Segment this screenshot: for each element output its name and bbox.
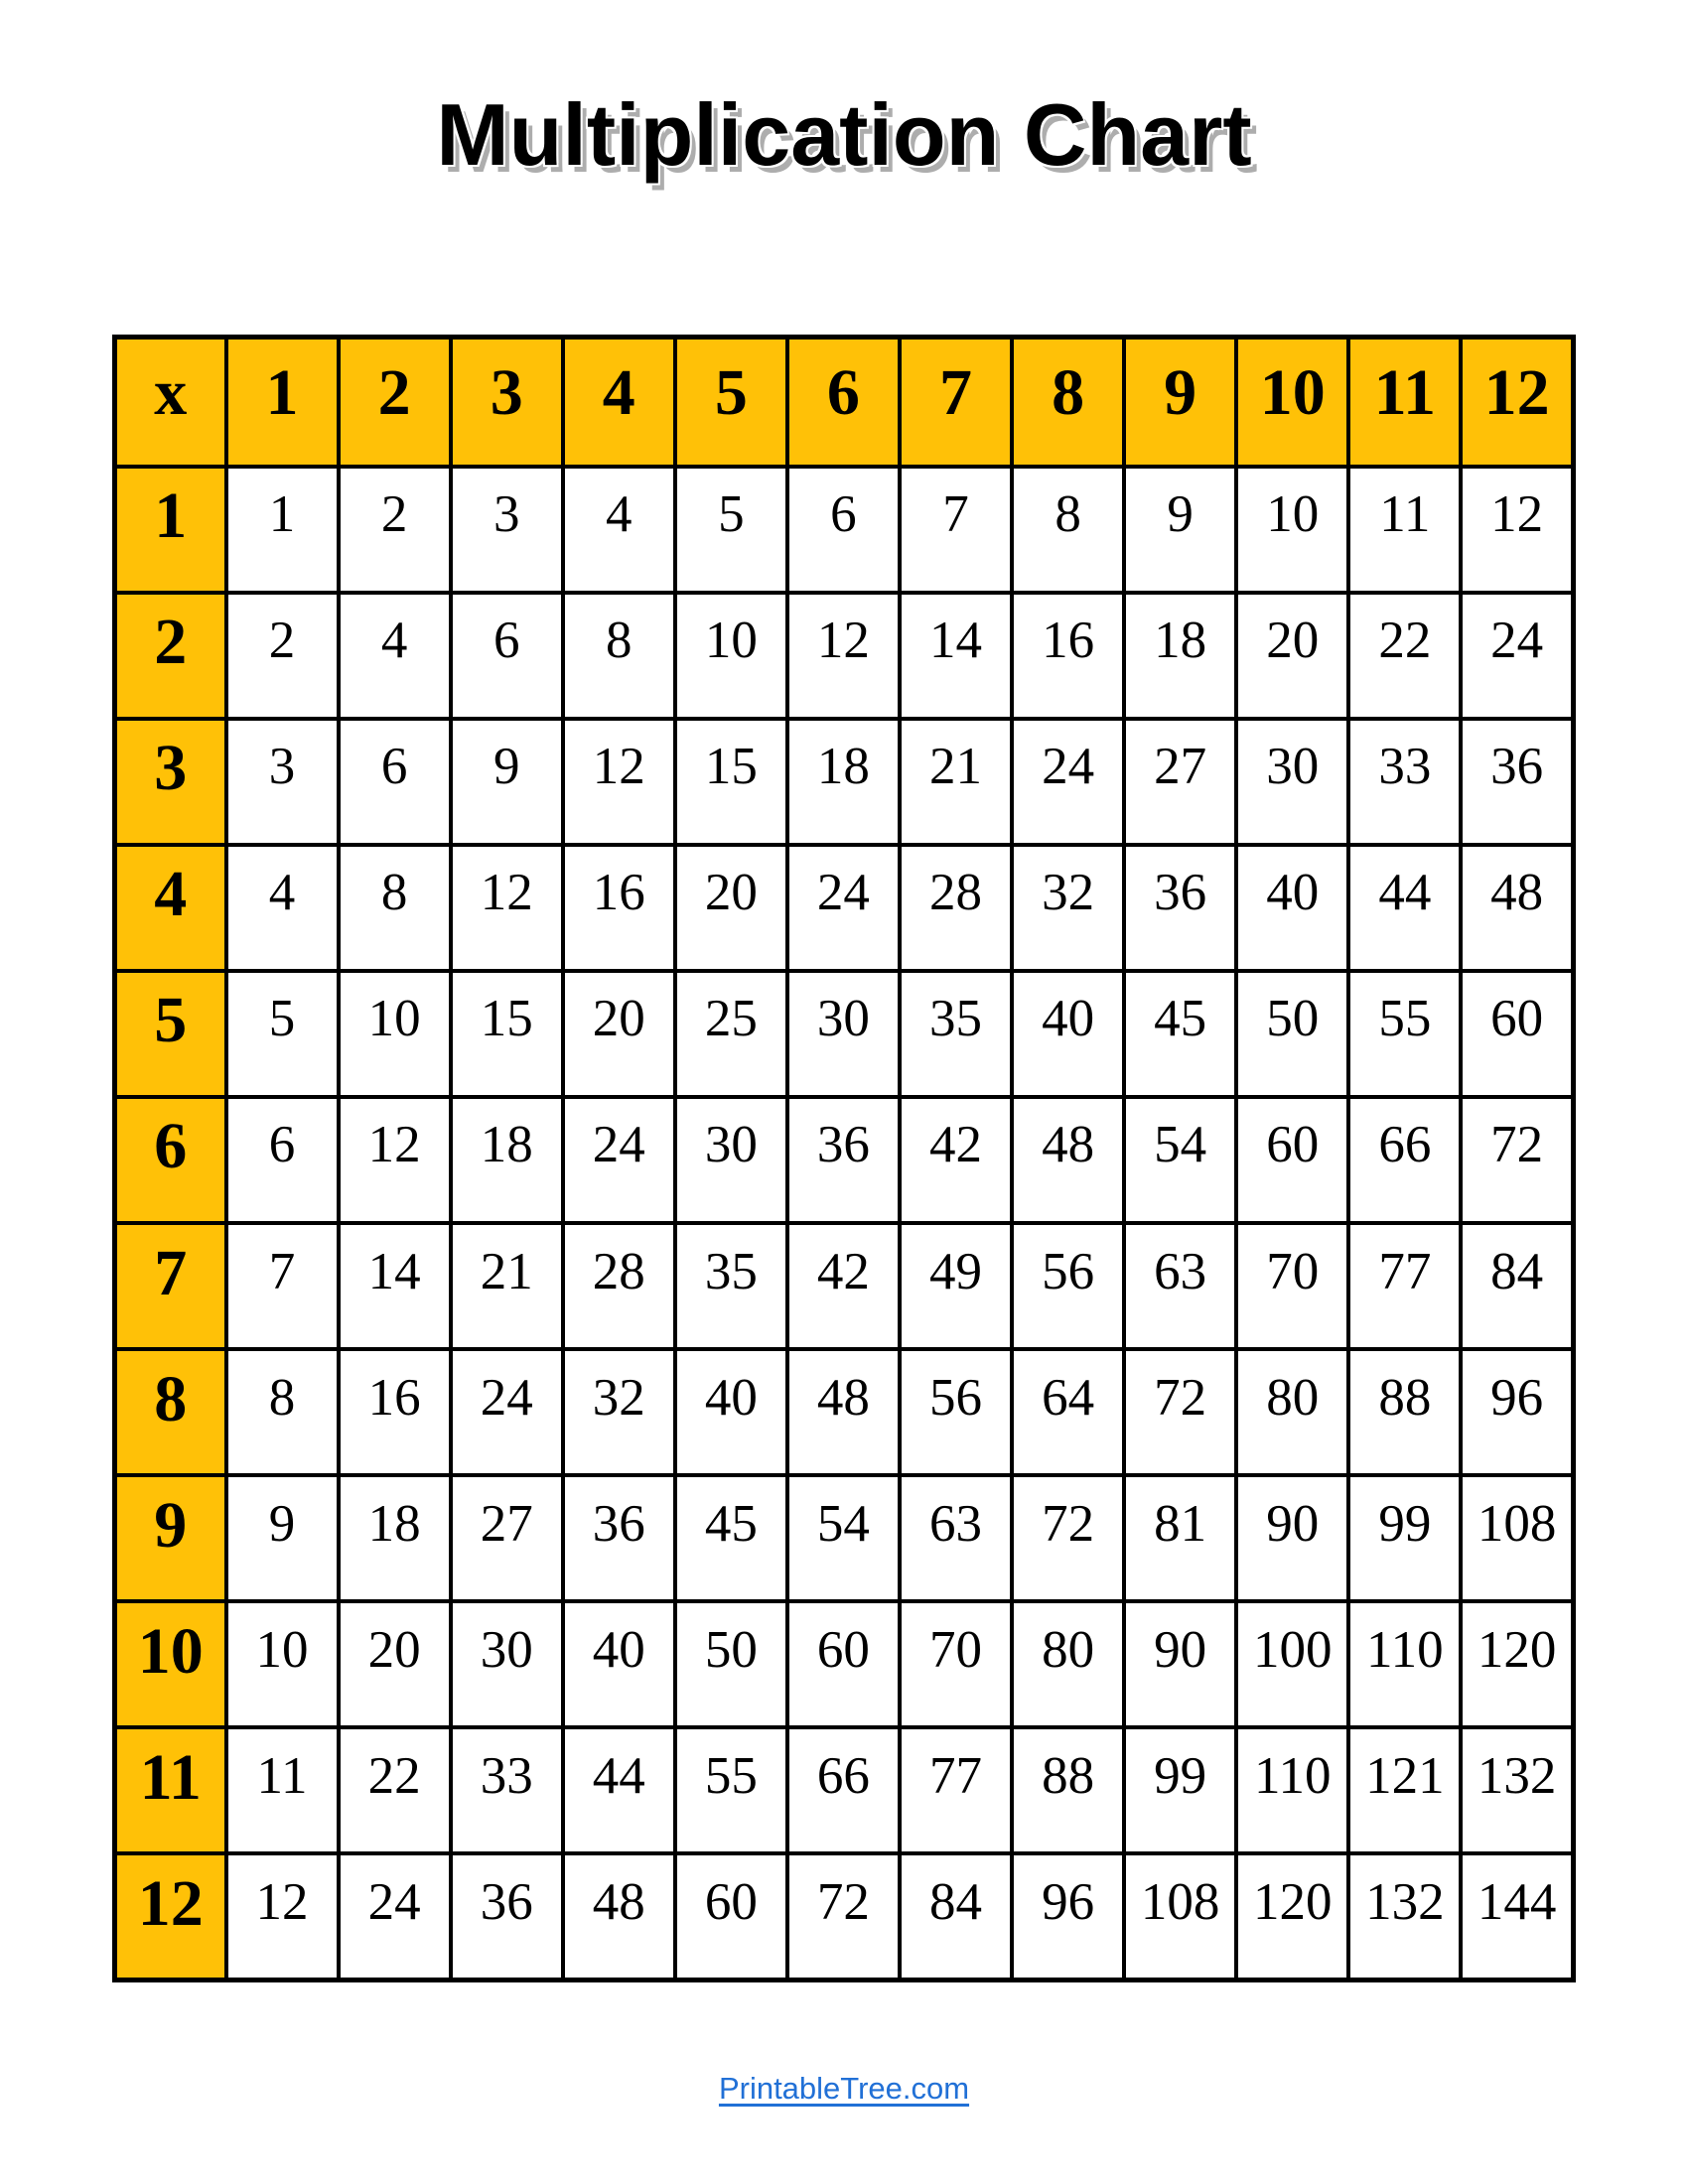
value-cell: 24 xyxy=(563,1097,675,1223)
value-cell: 9 xyxy=(1124,467,1236,593)
row-header-cell: 9 xyxy=(115,1475,226,1601)
row-header-cell: 12 xyxy=(115,1853,226,1979)
value-cell: 108 xyxy=(1124,1853,1236,1979)
value-cell: 54 xyxy=(1124,1097,1236,1223)
row-header-cell: 1 xyxy=(115,467,226,593)
column-header-cell: 9 xyxy=(1124,338,1236,467)
value-cell: 12 xyxy=(226,1853,339,1979)
value-cell: 100 xyxy=(1236,1601,1348,1727)
value-cell: 12 xyxy=(339,1097,451,1223)
value-cell: 7 xyxy=(226,1223,339,1349)
table-row xyxy=(115,719,1574,845)
row-header-cell: 7 xyxy=(115,1223,226,1349)
value-cell: 132 xyxy=(1461,1727,1573,1853)
value-cell: 10 xyxy=(1236,467,1348,593)
value-cell: 66 xyxy=(787,1727,900,1853)
value-cell: 10 xyxy=(675,593,787,719)
page-title: Multiplication Chart xyxy=(436,85,1252,184)
table-row xyxy=(115,971,1574,1097)
column-header-cell: 1 xyxy=(226,338,339,467)
table-row xyxy=(115,1097,1574,1223)
value-cell: 60 xyxy=(1461,971,1573,1097)
value-cell: 44 xyxy=(1348,845,1461,971)
value-cell: 72 xyxy=(1461,1097,1573,1223)
table-row xyxy=(115,1601,1574,1727)
value-cell: 36 xyxy=(563,1475,675,1601)
value-cell: 12 xyxy=(787,593,900,719)
value-cell: 24 xyxy=(1012,719,1124,845)
value-cell: 20 xyxy=(1236,593,1348,719)
value-cell: 8 xyxy=(226,1349,339,1475)
row-header-cell: 4 xyxy=(115,845,226,971)
value-cell: 10 xyxy=(226,1601,339,1727)
value-cell: 45 xyxy=(1124,971,1236,1097)
value-cell: 4 xyxy=(226,845,339,971)
value-cell: 60 xyxy=(787,1601,900,1727)
value-cell: 22 xyxy=(1348,593,1461,719)
value-cell: 9 xyxy=(226,1475,339,1601)
value-cell: 30 xyxy=(451,1601,563,1727)
value-cell: 84 xyxy=(1461,1223,1573,1349)
value-cell: 14 xyxy=(339,1223,451,1349)
column-header-cell: 7 xyxy=(900,338,1012,467)
value-cell: 120 xyxy=(1236,1853,1348,1979)
value-cell: 4 xyxy=(563,467,675,593)
row-header-cell: 8 xyxy=(115,1349,226,1475)
row-header-cell: 10 xyxy=(115,1601,226,1727)
value-cell: 28 xyxy=(900,845,1012,971)
value-cell: 22 xyxy=(339,1727,451,1853)
value-cell: 35 xyxy=(675,1223,787,1349)
value-cell: 30 xyxy=(675,1097,787,1223)
value-cell: 48 xyxy=(1461,845,1573,971)
value-cell: 72 xyxy=(787,1853,900,1979)
value-cell: 9 xyxy=(451,719,563,845)
value-cell: 33 xyxy=(1348,719,1461,845)
value-cell: 20 xyxy=(675,845,787,971)
value-cell: 18 xyxy=(339,1475,451,1601)
value-cell: 6 xyxy=(226,1097,339,1223)
value-cell: 12 xyxy=(451,845,563,971)
column-header-cell: 2 xyxy=(339,338,451,467)
value-cell: 12 xyxy=(1461,467,1573,593)
value-cell: 11 xyxy=(1348,467,1461,593)
value-cell: 60 xyxy=(1236,1097,1348,1223)
value-cell: 2 xyxy=(339,467,451,593)
value-cell: 64 xyxy=(1012,1349,1124,1475)
value-cell: 18 xyxy=(451,1097,563,1223)
table-row xyxy=(115,1475,1574,1601)
value-cell: 4 xyxy=(339,593,451,719)
value-cell: 3 xyxy=(451,467,563,593)
value-cell: 110 xyxy=(1348,1601,1461,1727)
value-cell: 88 xyxy=(1348,1349,1461,1475)
value-cell: 60 xyxy=(675,1853,787,1979)
row-header-cell: 3 xyxy=(115,719,226,845)
value-cell: 90 xyxy=(1124,1601,1236,1727)
value-cell: 16 xyxy=(339,1349,451,1475)
value-cell: 56 xyxy=(1012,1223,1124,1349)
value-cell: 14 xyxy=(900,593,1012,719)
value-cell: 80 xyxy=(1012,1601,1124,1727)
value-cell: 21 xyxy=(900,719,1012,845)
value-cell: 121 xyxy=(1348,1727,1461,1853)
value-cell: 15 xyxy=(675,719,787,845)
table-row xyxy=(115,1853,1574,1979)
value-cell: 20 xyxy=(339,1601,451,1727)
value-cell: 36 xyxy=(1461,719,1573,845)
value-cell: 99 xyxy=(1348,1475,1461,1601)
value-cell: 44 xyxy=(563,1727,675,1853)
value-cell: 81 xyxy=(1124,1475,1236,1601)
value-cell: 132 xyxy=(1348,1853,1461,1979)
value-cell: 50 xyxy=(675,1601,787,1727)
value-cell: 66 xyxy=(1348,1097,1461,1223)
value-cell: 40 xyxy=(563,1601,675,1727)
value-cell: 36 xyxy=(1124,845,1236,971)
value-cell: 5 xyxy=(226,971,339,1097)
value-cell: 70 xyxy=(900,1601,1012,1727)
value-cell: 30 xyxy=(1236,719,1348,845)
value-cell: 96 xyxy=(1012,1853,1124,1979)
value-cell: 48 xyxy=(787,1349,900,1475)
value-cell: 6 xyxy=(787,467,900,593)
value-cell: 20 xyxy=(563,971,675,1097)
row-header-cell: 5 xyxy=(115,971,226,1097)
value-cell: 54 xyxy=(787,1475,900,1601)
value-cell: 48 xyxy=(563,1853,675,1979)
value-cell: 72 xyxy=(1012,1475,1124,1601)
column-header-cell: 10 xyxy=(1236,338,1348,467)
value-cell: 40 xyxy=(1236,845,1348,971)
column-header-cell: 4 xyxy=(563,338,675,467)
table-row xyxy=(115,1349,1574,1475)
value-cell: 40 xyxy=(675,1349,787,1475)
value-cell: 63 xyxy=(1124,1223,1236,1349)
value-cell: 110 xyxy=(1236,1727,1348,1853)
value-cell: 16 xyxy=(563,845,675,971)
footer xyxy=(0,2071,1688,2107)
row-header-cell: 2 xyxy=(115,593,226,719)
value-cell: 32 xyxy=(563,1349,675,1475)
value-cell: 90 xyxy=(1236,1475,1348,1601)
value-cell: 2 xyxy=(226,593,339,719)
value-cell: 99 xyxy=(1124,1727,1236,1853)
header-row xyxy=(115,338,1574,467)
table-row xyxy=(115,1727,1574,1853)
value-cell: 88 xyxy=(1012,1727,1124,1853)
value-cell: 45 xyxy=(675,1475,787,1601)
value-cell: 36 xyxy=(787,1097,900,1223)
row-header-cell: 6 xyxy=(115,1097,226,1223)
value-cell: 5 xyxy=(675,467,787,593)
value-cell: 120 xyxy=(1461,1601,1573,1727)
value-cell: 42 xyxy=(787,1223,900,1349)
column-header-cell: 3 xyxy=(451,338,563,467)
value-cell: 28 xyxy=(563,1223,675,1349)
value-cell: 72 xyxy=(1124,1349,1236,1475)
value-cell: 16 xyxy=(1012,593,1124,719)
value-cell: 24 xyxy=(787,845,900,971)
value-cell: 50 xyxy=(1236,971,1348,1097)
value-cell: 24 xyxy=(451,1349,563,1475)
multiplication-table-container xyxy=(112,335,1576,1982)
column-header-cell: 8 xyxy=(1012,338,1124,467)
corner-cell: x xyxy=(115,338,226,467)
value-cell: 55 xyxy=(675,1727,787,1853)
column-header-cell: 11 xyxy=(1348,338,1461,467)
value-cell: 8 xyxy=(563,593,675,719)
value-cell: 6 xyxy=(339,719,451,845)
value-cell: 32 xyxy=(1012,845,1124,971)
value-cell: 25 xyxy=(675,971,787,1097)
value-cell: 144 xyxy=(1461,1853,1573,1979)
multiplication-table xyxy=(112,335,1576,1982)
row-header-cell: 11 xyxy=(115,1727,226,1853)
value-cell: 77 xyxy=(900,1727,1012,1853)
table-row xyxy=(115,467,1574,593)
value-cell: 48 xyxy=(1012,1097,1124,1223)
value-cell: 33 xyxy=(451,1727,563,1853)
value-cell: 12 xyxy=(563,719,675,845)
value-cell: 84 xyxy=(900,1853,1012,1979)
value-cell: 8 xyxy=(1012,467,1124,593)
value-cell: 11 xyxy=(226,1727,339,1853)
column-header-cell: 6 xyxy=(787,338,900,467)
column-header-cell: 12 xyxy=(1461,338,1573,467)
value-cell: 15 xyxy=(451,971,563,1097)
value-cell: 24 xyxy=(1461,593,1573,719)
value-cell: 27 xyxy=(451,1475,563,1601)
value-cell: 21 xyxy=(451,1223,563,1349)
value-cell: 6 xyxy=(451,593,563,719)
table-row xyxy=(115,593,1574,719)
value-cell: 10 xyxy=(339,971,451,1097)
value-cell: 96 xyxy=(1461,1349,1573,1475)
value-cell: 63 xyxy=(900,1475,1012,1601)
value-cell: 18 xyxy=(787,719,900,845)
value-cell: 30 xyxy=(787,971,900,1097)
value-cell: 8 xyxy=(339,845,451,971)
value-cell: 55 xyxy=(1348,971,1461,1097)
table-row xyxy=(115,1223,1574,1349)
footer-link[interactable]: PrintableTree.com xyxy=(718,2071,970,2106)
value-cell: 40 xyxy=(1012,971,1124,1097)
value-cell: 80 xyxy=(1236,1349,1348,1475)
value-cell: 18 xyxy=(1124,593,1236,719)
table-row xyxy=(115,845,1574,971)
value-cell: 35 xyxy=(900,971,1012,1097)
value-cell: 27 xyxy=(1124,719,1236,845)
value-cell: 108 xyxy=(1461,1475,1573,1601)
column-header-cell: 5 xyxy=(675,338,787,467)
value-cell: 49 xyxy=(900,1223,1012,1349)
value-cell: 70 xyxy=(1236,1223,1348,1349)
value-cell: 36 xyxy=(451,1853,563,1979)
value-cell: 7 xyxy=(900,467,1012,593)
value-cell: 3 xyxy=(226,719,339,845)
value-cell: 77 xyxy=(1348,1223,1461,1349)
value-cell: 24 xyxy=(339,1853,451,1979)
value-cell: 1 xyxy=(226,467,339,593)
value-cell: 42 xyxy=(900,1097,1012,1223)
value-cell: 56 xyxy=(900,1349,1012,1475)
